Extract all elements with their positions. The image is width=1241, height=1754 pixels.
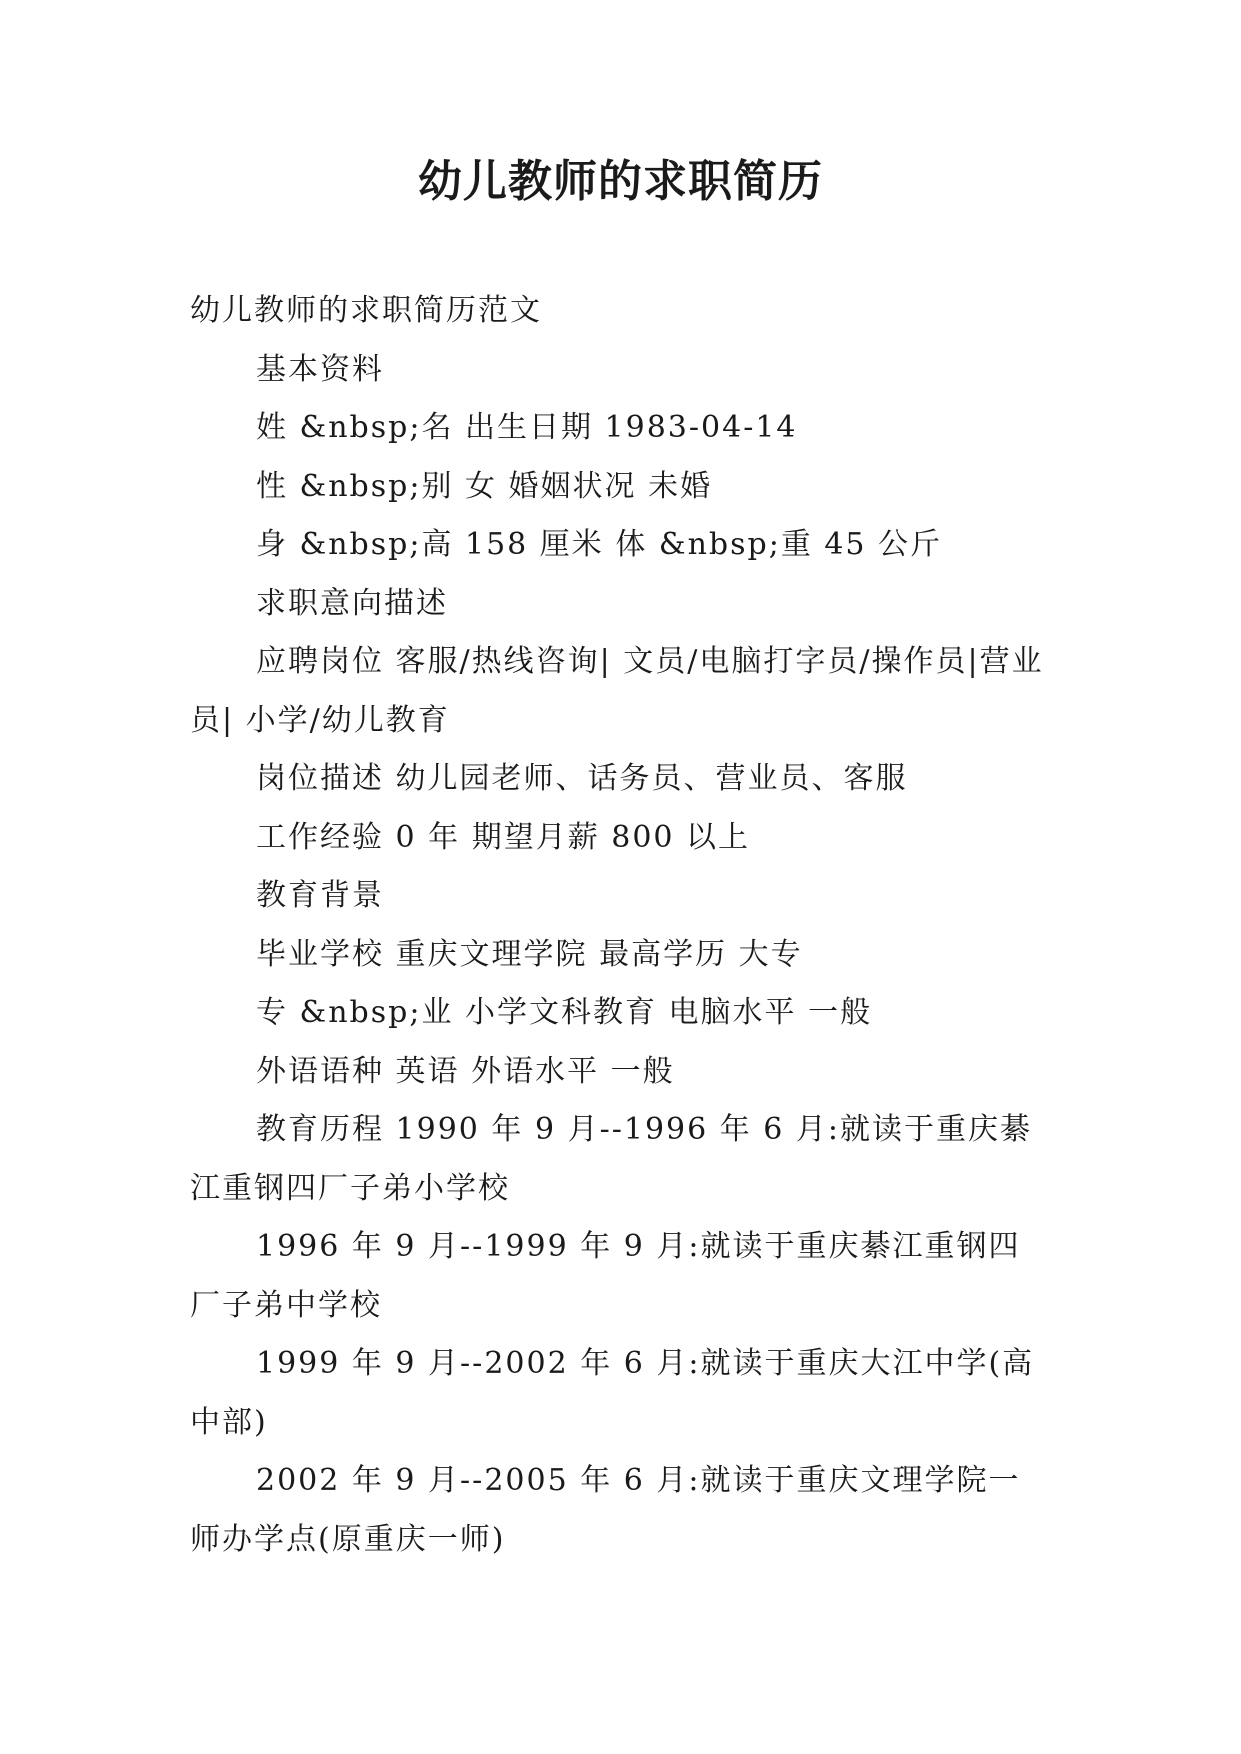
- paragraph: 专 &nbsp;业 小学文科教育 电脑水平 一般: [256, 995, 873, 1030]
- paragraph: 工作经验 0 年 期望月薪 800 以上: [256, 819, 751, 855]
- paragraph: 教育历程 1990 年 9 月--1996 年 6 月:就读于重庆綦江重钢四厂子弟小学校: [190, 1112, 1033, 1206]
- paragraph: 求职意向描述: [256, 585, 448, 621]
- document-body: [190, 282, 1052, 1569]
- paragraph: 2002 年 9 月--2005 年 6 月:就读于重庆文理学院一师办学点(原重庆一师): [190, 1463, 1021, 1557]
- paragraph: 外语语种 英语 外语水平 一般: [256, 1053, 675, 1089]
- paragraph: 岗位描述 幼儿园老师、话务员、营业员、客服: [256, 761, 908, 796]
- paragraph: 教育背景: [256, 878, 384, 913]
- paragraph: 毕业学校 重庆文理学院 最高学历 大专: [256, 936, 803, 972]
- paragraph: 应聘岗位 客服/热线咨询| 文员/电脑打字员/操作员|营业员| 小学/幼儿教育: [190, 644, 1044, 738]
- paragraph: 性 &nbsp;别 女 婚姻状况 未婚: [256, 468, 713, 504]
- paragraph: 基本资料: [256, 351, 384, 387]
- paragraph: 幼儿教师的求职简历范文: [190, 293, 542, 328]
- paragraph: 身 &nbsp;高 158 厘米 体 &nbsp;重 45 公斤: [256, 527, 943, 562]
- paragraph: 1996 年 9 月--1999 年 9 月:就读于重庆綦江重钢四厂子弟中学校: [190, 1229, 1021, 1323]
- paragraph: 姓 &nbsp;名 出生日期 1983-04-14: [256, 410, 798, 445]
- paragraph: 1999 年 9 月--2002 年 6 月:就读于重庆大江中学(高中部): [190, 1346, 1035, 1440]
- document-title: 幼儿教师的求职简历: [418, 156, 823, 207]
